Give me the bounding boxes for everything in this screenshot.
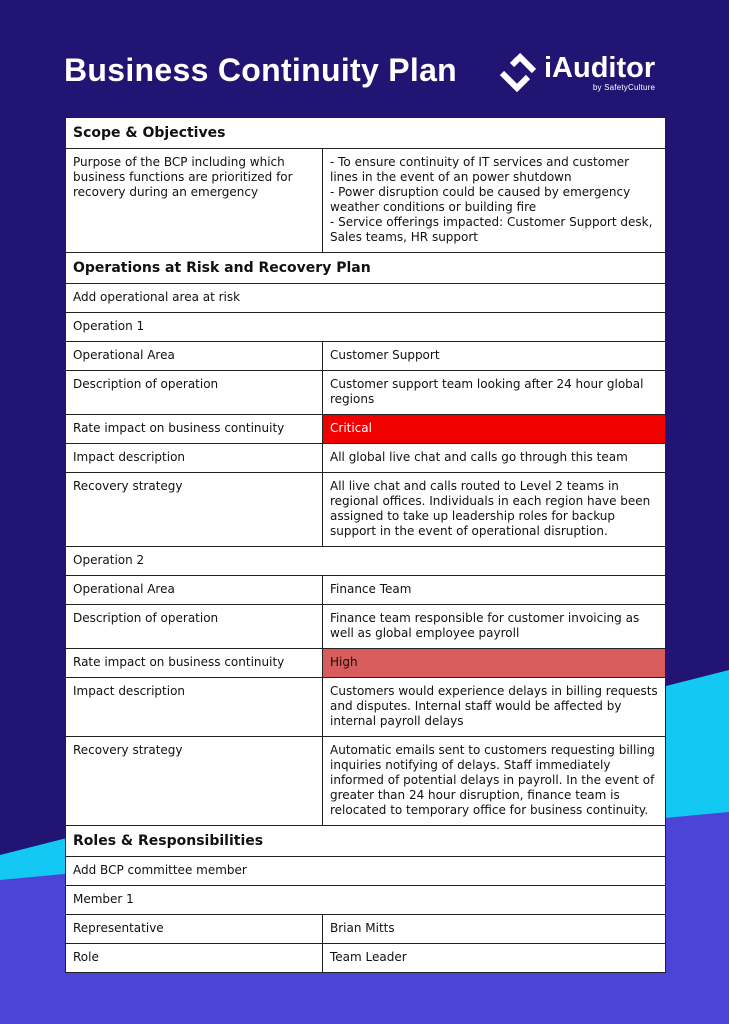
field-value: Customers would experience delays in billing requests and disputes. Internal staff would be affected by internal payroll delays <box>330 684 658 728</box>
field-label: Operational Area <box>66 342 323 370</box>
field-value: Customer support team looking after 24 hour global regions <box>330 377 644 406</box>
field-label: Role <box>66 944 323 972</box>
field-label: Rate impact on business continuity <box>66 415 323 443</box>
add-operational-area-row[interactable] <box>66 283 665 312</box>
bcp-document <box>65 117 666 973</box>
add-committee-member-row[interactable] <box>66 856 665 885</box>
table-row <box>66 914 665 943</box>
section-title: Operations at Risk and Recovery Plan <box>73 260 371 276</box>
field-label: Representative <box>66 915 323 943</box>
section-header-roles <box>66 825 665 856</box>
table-row <box>66 575 665 604</box>
impact-rating-high: High <box>323 649 665 677</box>
field-label: Operational Area <box>66 576 323 604</box>
table-row <box>66 148 665 252</box>
table-row <box>66 677 665 736</box>
field-value: Finance Team <box>330 582 412 596</box>
section-header-scope <box>66 118 665 148</box>
brand-logo <box>498 52 655 92</box>
table-row <box>66 341 665 370</box>
field-value: Team Leader <box>330 950 407 964</box>
table-row <box>66 648 665 677</box>
field-label: Recovery strategy <box>66 473 323 546</box>
add-operational-area-label[interactable]: Add operational area at risk <box>73 290 241 304</box>
operation-header <box>66 312 665 341</box>
table-row <box>66 414 665 443</box>
operation-header <box>66 546 665 575</box>
table-row <box>66 943 665 972</box>
field-value: Brian Mitts <box>330 921 395 935</box>
field-value: All live chat and calls routed to Level 2 teams in regional offices. Individuals in each region have been assigned to take up leadership roles for backup support in the event of operational disruption. <box>330 479 651 538</box>
section-header-operations <box>66 252 665 283</box>
field-label: Rate impact on business continuity <box>66 649 323 677</box>
brand-name: iAuditor <box>544 51 656 84</box>
table-row <box>66 736 665 825</box>
table-row <box>66 370 665 414</box>
field-label: Description of operation <box>66 605 323 648</box>
table-row <box>66 443 665 472</box>
table-row <box>66 472 665 546</box>
field-label: Description of operation <box>66 371 323 414</box>
operation-title: Operation 2 <box>73 553 145 567</box>
section-title: Scope & Objectives <box>73 125 226 141</box>
field-label: Impact description <box>66 678 323 736</box>
add-committee-member-label[interactable]: Add BCP committee member <box>73 863 247 877</box>
member-header <box>66 885 665 914</box>
brand-subtitle: by SafetyCulture <box>592 82 656 92</box>
field-label: Recovery strategy <box>66 737 323 825</box>
field-value: All global live chat and calls go through this team <box>330 450 628 464</box>
table-row <box>66 604 665 648</box>
impact-rating-critical: Critical <box>323 415 665 443</box>
field-value: Customer Support <box>330 348 440 362</box>
field-label: Impact description <box>66 444 323 472</box>
field-value: Finance team responsible for customer invoicing as well as global employee payroll <box>330 611 640 640</box>
section-title: Roles & Responsibilities <box>73 833 264 849</box>
field-value: Automatic emails sent to customers requesting billing inquiries notifying of delays. Staff immediately informed of potential delays in payroll. In the event of greater than 24 hour disruption, finance team is relocated to temporary office for business continuity. <box>330 743 655 817</box>
operation-title: Operation 1 <box>73 319 145 333</box>
field-value: - To ensure continuity of IT services and customer lines in the event of an power shutdown - Power disruption could be caused by emergency weather conditions or building fire - Service offerings impacted: Customer Support desk, Sales teams, HR support <box>330 155 653 244</box>
iauditor-logo-icon <box>498 52 538 92</box>
member-title: Member 1 <box>73 892 134 906</box>
field-label: Purpose of the BCP including which business functions are prioritized for recovery during an emergency <box>66 149 323 252</box>
page-title: Business Continuity Plan <box>64 52 458 88</box>
